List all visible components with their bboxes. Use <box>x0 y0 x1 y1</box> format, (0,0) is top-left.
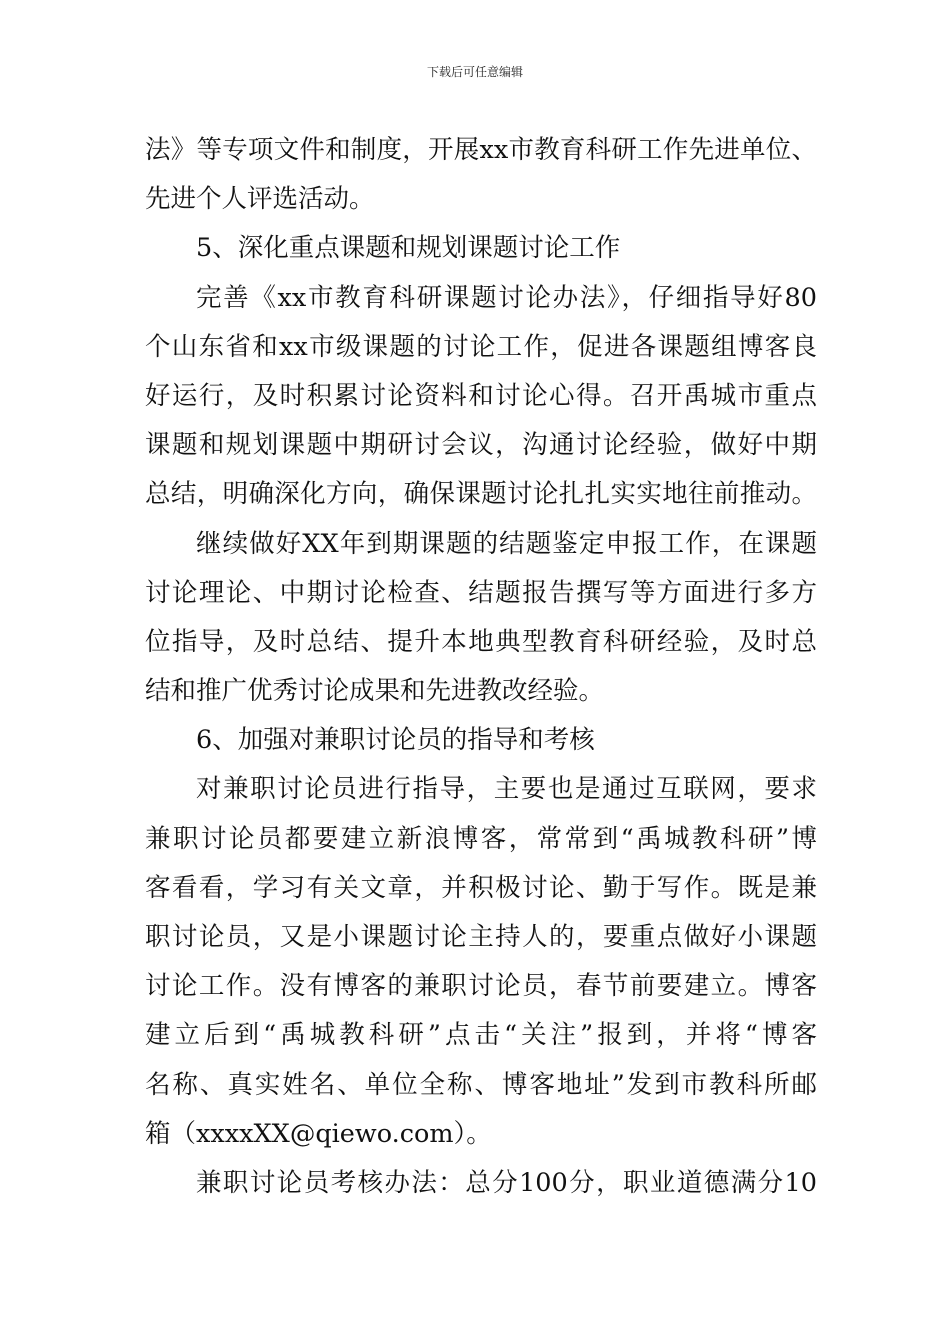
body-line: 总结，明确深化方向，确保课题讨论扎扎实实地往前推动。 <box>145 479 817 510</box>
body-line: 结和推广优秀讨论成果和先进教改经验。 <box>145 676 605 707</box>
body-line: 先进个人评选活动。 <box>145 184 375 215</box>
body-line: 兼职讨论员都要建立新浪博客，常常到“禹城教科研”博 <box>145 823 817 854</box>
body-line: 兼职讨论员考核办法：总分100分，职业道德满分10 <box>196 1167 817 1198</box>
body-line: 好运行，及时积累讨论资料和讨论心得。召开禹城市重点 <box>145 380 817 411</box>
body-line: 位指导，及时总结、提升本地典型教育科研经验，及时总 <box>145 626 817 657</box>
body-line: 对兼职讨论员进行指导，主要也是通过互联网，要求 <box>196 774 817 805</box>
body-line: 建立后到“禹城教科研”点击“关注”报到，并将“博客 <box>145 1020 817 1051</box>
body-line: 法》等专项文件和制度，开展xx市教育科研工作先进单位、 <box>145 135 817 165</box>
document-body <box>145 126 817 1208</box>
body-line: 职讨论员，又是小课题讨论主持人的，要重点做好小课题 <box>145 922 817 952</box>
body-line: 名称、真实姓名、单位全称、博客地址”发到市教科所邮 <box>145 1069 817 1100</box>
body-line: 个山东省和xx市级课题的讨论工作，促进各课题组博客良 <box>145 331 817 362</box>
body-line: 讨论理论、中期讨论检查、结题报告撰写等方面进行多方 <box>145 577 817 608</box>
body-line: 完善《xx市教育科研课题讨论办法》，仔细指导好80 <box>196 282 817 313</box>
body-line: 课题和规划课题中期研讨会议，沟通讨论经验，做好中期 <box>145 430 817 461</box>
body-line: 继续做好XX年到期课题的结题鉴定申报工作，在课题 <box>196 528 817 559</box>
body-line: 箱（xxxxXX@qiewo.com）。 <box>145 1118 492 1149</box>
page-header: 下载后可任意编辑 <box>426 65 523 79</box>
section-heading: 6、加强对兼职讨论员的指导和考核 <box>196 725 595 756</box>
body-line: 讨论工作。没有博客的兼职讨论员，春节前要建立。博客 <box>145 971 817 1002</box>
body-line: 客看看，学习有关文章，并积极讨论、勤于写作。既是兼 <box>145 872 817 903</box>
section-heading: 5、深化重点课题和规划课题讨论工作 <box>196 233 621 264</box>
